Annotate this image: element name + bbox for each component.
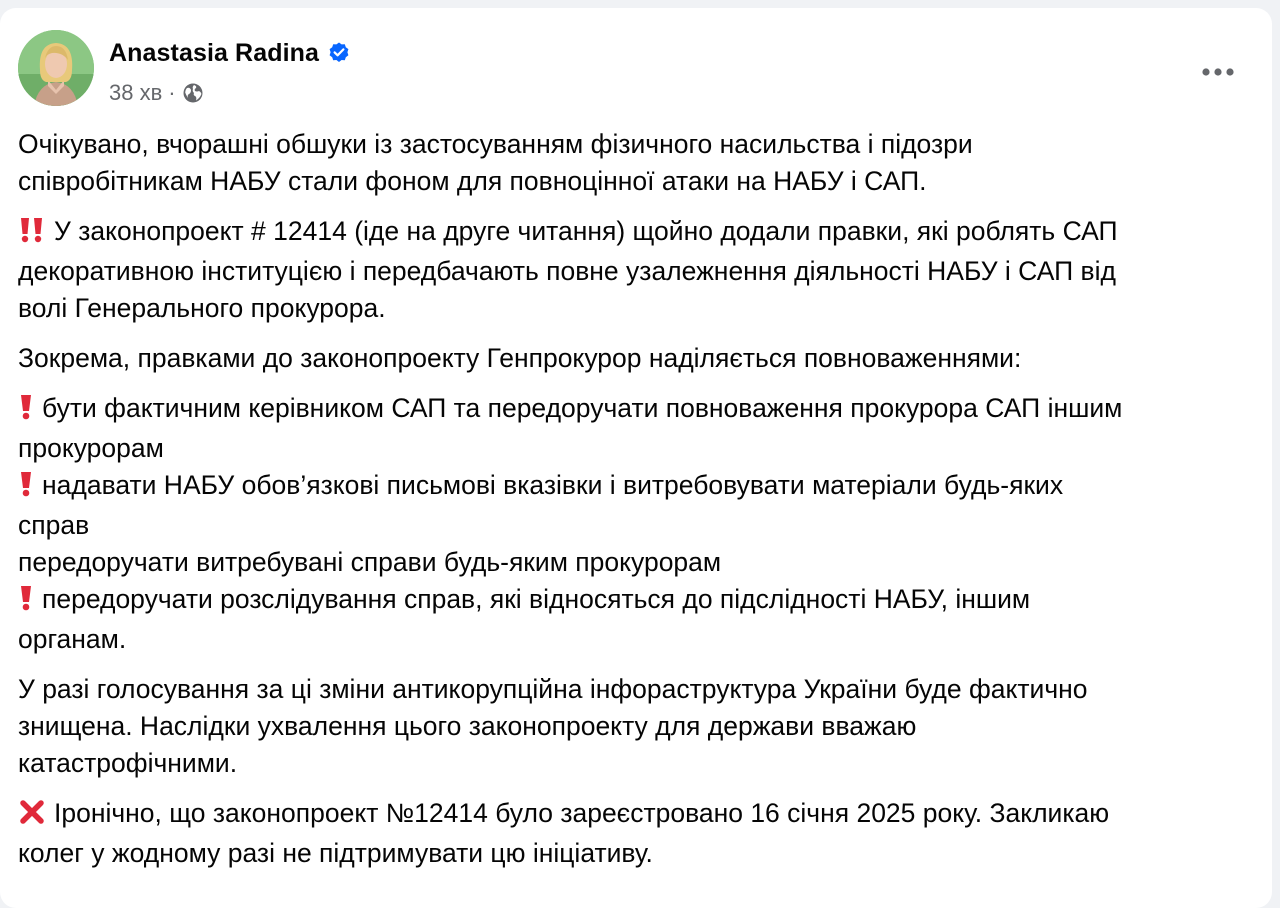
text-line: У разі голосування за ці зміни антикорупційна інфораструктура України буде фактично xyxy=(18,674,1088,704)
text-line-content: Іронічно, що законопроект №12414 було зареєстровано 16 січня 2025 року. Закликаю xyxy=(54,798,1110,828)
list-item-continuation: справ xyxy=(18,510,90,540)
exclamation-icon xyxy=(18,584,34,621)
list-item-text: бути фактичним керівником САП та передоручати повноваження прокурора САП іншим xyxy=(42,393,1123,423)
text-line: волі Генерального прокурора. xyxy=(18,293,386,323)
list-item-continuation: органам. xyxy=(18,624,127,654)
more-options-icon xyxy=(1201,67,1235,77)
paragraph-intro xyxy=(18,126,1258,200)
exclamation-icon xyxy=(18,470,34,507)
text-line: Очікувано, вчорашні обшуки із застосуванням фізичного насильства і підозри xyxy=(18,129,973,159)
meta-separator: · xyxy=(168,80,176,105)
cross-mark-icon xyxy=(18,798,46,835)
exclamation-icon xyxy=(18,393,34,430)
text-line xyxy=(18,213,1258,253)
text-line: Зокрема, правками до законопроекту Генпрокурор наділяється повноваженнями: xyxy=(18,343,1022,373)
author-row xyxy=(109,36,351,70)
list-item-continuation: передоручати витребувані справи будь-яким прокурорам xyxy=(18,547,722,577)
paragraph-appeal xyxy=(18,795,1258,872)
text-line: знищена. Наслідки ухвалення цього законопроекту для держави вважаю xyxy=(18,711,917,741)
text-line: колег у жодному разі не підтримувати цю ініціативу. xyxy=(18,838,653,868)
post-header xyxy=(18,30,1258,110)
author-name[interactable]: Anastasia Radina xyxy=(109,38,320,67)
list-item-text: надавати НАБУ обов’язкові письмові вказівки і витребовувати матеріали будь-яких xyxy=(42,470,1064,500)
verified-badge-icon xyxy=(327,41,351,65)
more-options-button[interactable] xyxy=(1196,50,1240,94)
powers-list xyxy=(18,390,1258,658)
paragraph-consequences xyxy=(18,671,1258,782)
text-line: співробітникам НАБУ стали фоном для повноцінної атаки на НАБУ і САП. xyxy=(18,166,927,196)
list-item-text: передоручати розслідування справ, які відносяться до підслідності НАБУ, іншим xyxy=(42,584,1031,614)
text-line: декоративною інституцією і передбачають повне узалежнення діяльності НАБУ і САП від xyxy=(18,256,1116,286)
text-line xyxy=(18,795,1258,835)
list-item-continuation: прокурорам xyxy=(18,433,164,463)
globe-icon[interactable] xyxy=(182,82,204,104)
paragraph-amendments xyxy=(18,213,1258,327)
text-line: катастрофічними. xyxy=(18,748,238,778)
paragraph-powers-intro xyxy=(18,340,1258,377)
post-timestamp[interactable]: 38 хв xyxy=(109,80,163,105)
list-item xyxy=(18,581,1258,621)
double-exclamation-icon xyxy=(18,216,46,253)
list-item xyxy=(18,390,1258,430)
post-text xyxy=(18,126,1258,885)
avatar[interactable] xyxy=(18,30,94,106)
text-line-content: У законопроект # 12414 (іде на друге читання) щойно додали правки, які роблять САП xyxy=(54,216,1118,246)
post-meta xyxy=(109,78,204,108)
avatar-image xyxy=(18,30,94,106)
list-item xyxy=(18,467,1258,507)
post-card xyxy=(0,8,1272,908)
